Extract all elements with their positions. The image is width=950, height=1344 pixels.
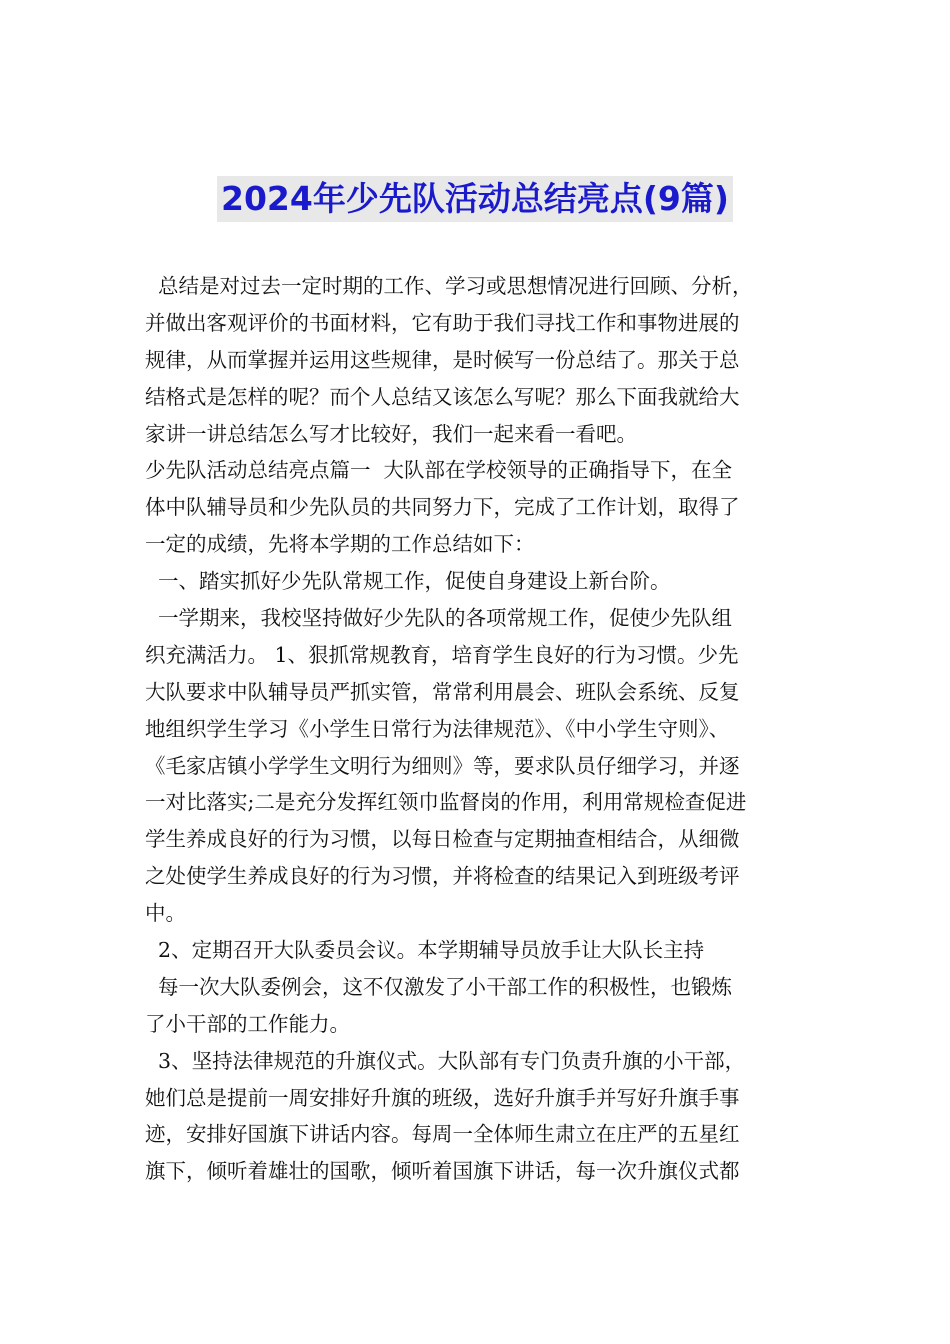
paragraph-line: 2、定期召开大队委员会议。本学期辅导员放手让大队长主持 <box>145 938 705 963</box>
paragraph-line: 总结是对过去一定时期的工作、学习或思想情况进行回顾、分析， <box>145 274 753 298</box>
paragraph-line: 3、坚持法律规范的升旗仪式。大队部有专门负责升旗的小干部， <box>145 1048 746 1073</box>
paragraph-line: 迹，安排好国旗下讲话内容。每周一全体师生肃立在庄严的五星红 <box>145 1122 740 1147</box>
paragraph-line: 家讲一讲总结怎么写才比较好，我们一起来看一看吧。 <box>145 421 637 446</box>
paragraph-line: 《毛家店镇小学学生文明行为细则》等，要求队员仔细学习，并逐 <box>145 753 740 778</box>
paragraph-line: 之处使学生养成良好的行为习惯，并将检查的结果记入到班级考评 <box>145 864 740 889</box>
paragraph-line: 并做出客观评价的书面材料，它有助于我们寻找工作和事物进展的 <box>145 310 740 335</box>
paragraph-line: 旗下，倾听着雄壮的国歌，倾听着国旗下讲话，每一次升旗仪式都 <box>145 1159 740 1184</box>
paragraph-line: 一对比落实;二是充分发挥红领巾监督岗的作用，利用常规检查促进 <box>145 790 747 815</box>
paragraph-line: 规律，从而掌握并运用这些规律，是时候写一份总结了。那关于总 <box>145 347 740 372</box>
document-body <box>145 268 831 1190</box>
document-title: 2024年少先队活动总结亮点(9篇) <box>217 176 733 222</box>
paragraph-line: 织充满活力。 1、狠抓常规教育，培育学生良好的行为习惯。少先 <box>145 642 739 667</box>
paragraph-line: 一定的成绩，先将本学期的工作总结如下： <box>145 532 535 557</box>
paragraph-line: 大队要求中队辅导员严抓实管，常常利用晨会、班队会系统、反复 <box>145 679 740 704</box>
paragraph-line: 地组织学生学习《小学生日常行为法律规范》、《中小学生守则》、 <box>145 716 730 741</box>
paragraph-line: 体中队辅导员和少先队员的共同努力下，完成了工作计划，取得了 <box>145 495 740 520</box>
paragraph-line: 了小干部的工作能力。 <box>145 1011 350 1036</box>
paragraph-line: 她们总是提前一周安排好升旗的班级，选好升旗手并写好升旗手事 <box>145 1085 740 1110</box>
title-container <box>0 176 950 222</box>
paragraph-line: 中。 <box>145 901 186 926</box>
paragraph-line: 一、踏实抓好少先队常规工作，促使自身建设上新台阶。 <box>145 569 671 594</box>
paragraph-line: 少先队活动总结亮点篇一 大队部在学校领导的正确指导下，在全 <box>145 458 733 483</box>
paragraph-line: 一学期来，我校坚持做好少先队的各项常规工作，促使少先队组 <box>145 606 733 631</box>
paragraph-line: 每一次大队委例会，这不仅激发了小干部工作的积极性，也锻炼 <box>145 974 733 999</box>
paragraph-line: 学生养成良好的行为习惯，以每日检查与定期抽查相结合，从细微 <box>145 827 740 852</box>
paragraph-line: 结格式是怎样的呢？而个人总结又该怎么写呢？那么下面我就给大 <box>145 384 740 409</box>
